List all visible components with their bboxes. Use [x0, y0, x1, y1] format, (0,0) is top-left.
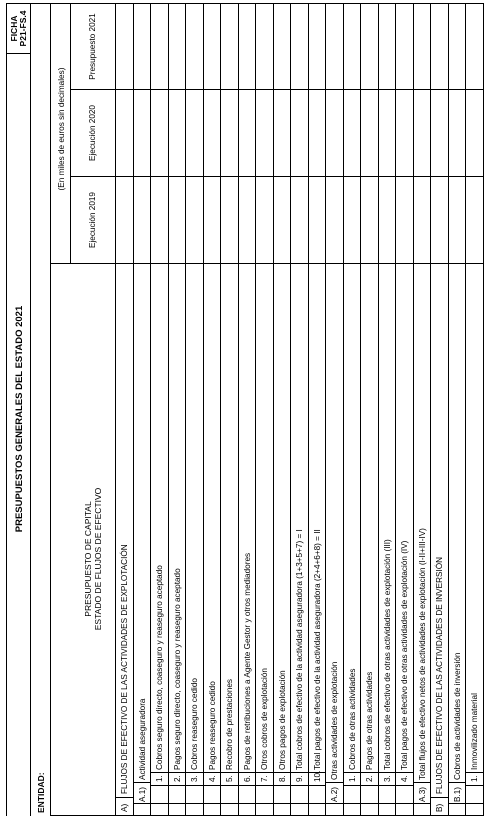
value-2021-cell[interactable] — [326, 4, 343, 89]
value-2021-cell[interactable] — [344, 4, 361, 89]
value-2020-cell[interactable] — [361, 90, 378, 176]
entidad-label: ENTIDAD: — [36, 772, 46, 813]
value-2019-cell[interactable] — [239, 177, 256, 263]
row-prefix: B.1) — [452, 786, 462, 802]
table-row — [379, 4, 397, 816]
value-2020-cell[interactable] — [221, 90, 238, 176]
row-label: Total pagos de efectivo de la actividad aseguradora (2+4+6+8) = II — [312, 529, 322, 770]
row-label: Pagos de retribuciones a Agente Gestor y otros mediadores — [242, 552, 252, 770]
value-2019-cell[interactable] — [379, 177, 396, 263]
row-prefix: B) — [435, 803, 444, 812]
row-prefix: 2. — [172, 775, 182, 782]
row-label: Cobros de actividades de inversión — [452, 652, 462, 780]
value-2021-cell[interactable] — [379, 4, 396, 89]
value-2019-cell[interactable] — [361, 177, 378, 263]
value-2020-cell[interactable] — [309, 90, 326, 176]
value-2021-cell[interactable] — [134, 4, 151, 89]
value-2019-cell[interactable] — [414, 177, 431, 263]
row-prefix: 3. — [190, 775, 199, 782]
col-header-2021: Presupuesto 2021 — [88, 13, 97, 80]
value-2021-cell[interactable] — [151, 4, 168, 89]
table-row — [151, 4, 169, 816]
value-2019-cell[interactable] — [186, 177, 203, 263]
value-2019-cell[interactable] — [431, 177, 448, 263]
value-2020-cell[interactable] — [239, 90, 256, 176]
row-prefix: 1. — [347, 775, 357, 782]
row-prefix: 3. — [382, 775, 392, 782]
value-2020-cell[interactable] — [344, 90, 361, 176]
value-2019-cell[interactable] — [204, 177, 221, 263]
row-label: Otras actividades de explotación — [330, 661, 339, 780]
ficha-code: P21-FS.4 — [18, 10, 28, 47]
row-prefix: 10. — [312, 770, 322, 782]
row-label: Cobros seguro directo, coaseguro y reaseguro aceptado — [155, 565, 164, 770]
row-label: Total pagos de efectivo de otras actividades de explotación (IV) — [400, 540, 409, 770]
table-row — [291, 4, 309, 816]
value-2020-cell[interactable] — [256, 90, 273, 176]
value-2021-cell[interactable] — [309, 4, 326, 89]
row-label: FLUJOS DE EFECTIVO DE LAS ACTIVIDADES DE INVERSIÓN — [435, 556, 444, 794]
table-row — [169, 4, 187, 816]
value-2019-cell[interactable] — [274, 177, 291, 263]
table-row — [344, 4, 362, 816]
value-2019-cell[interactable] — [256, 177, 273, 263]
table-row — [466, 4, 484, 816]
value-2020-cell[interactable] — [116, 90, 133, 176]
row-label: Otros pagos de explotación — [277, 670, 287, 770]
row-prefix: A) — [120, 803, 129, 812]
table-row — [449, 4, 467, 816]
value-2020-cell[interactable] — [414, 90, 431, 176]
value-2019-cell[interactable] — [344, 177, 361, 263]
row-prefix: 1. — [155, 775, 164, 782]
value-2021-cell[interactable] — [169, 4, 186, 89]
value-2019-cell[interactable] — [291, 177, 308, 263]
value-2021-cell[interactable] — [116, 4, 133, 89]
value-2021-cell[interactable] — [274, 4, 291, 89]
row-label: Cobros reaseguro cedido — [190, 678, 199, 770]
table-row — [274, 4, 292, 816]
value-2019-cell[interactable] — [396, 177, 413, 263]
row-prefix: 7. — [260, 775, 269, 782]
row-label: Cobros de otras actividades — [347, 668, 357, 770]
value-2020-cell[interactable] — [169, 90, 186, 176]
value-2019-cell[interactable] — [134, 177, 151, 263]
value-2021-cell[interactable] — [414, 4, 431, 89]
row-label: Pagos seguro directo, coaseguro y reaseguro aceptado — [172, 568, 182, 770]
col-header-2020: Ejecución 2020 — [88, 105, 97, 161]
row-label: Otros cobros de explotación — [260, 668, 269, 770]
subtitle-1: PRESUPUESTO DE CAPITAL — [83, 501, 93, 617]
value-2020-cell[interactable] — [466, 90, 483, 176]
units-note: (En miles de euros sin decimales) — [57, 67, 66, 191]
value-2019-cell[interactable] — [116, 177, 133, 263]
value-2021-cell[interactable] — [291, 4, 308, 89]
row-prefix: 5. — [225, 775, 234, 782]
row-label: Inmovilizado material — [470, 693, 479, 770]
table-row — [134, 4, 152, 816]
table-row — [186, 4, 204, 816]
row-prefix: 1. — [470, 775, 479, 782]
ficha-label: FICHA — [9, 15, 19, 42]
table-row — [239, 4, 257, 816]
value-2021-cell[interactable] — [256, 4, 273, 89]
value-2020-cell[interactable] — [291, 90, 308, 176]
row-label: Pagos reaseguro cedido — [207, 681, 217, 770]
row-prefix: A.2) — [330, 786, 339, 802]
value-2020-cell[interactable] — [204, 90, 221, 176]
table-row — [309, 4, 327, 816]
row-label: Pagos de otras actividades — [365, 671, 374, 770]
value-2019-cell[interactable] — [309, 177, 326, 263]
value-2020-cell[interactable] — [274, 90, 291, 176]
row-label: Total cobros de efectivo de la actividad aseguradora (1+3+5+7) = I — [295, 529, 304, 770]
value-2020-cell[interactable] — [186, 90, 203, 176]
value-2019-cell[interactable] — [169, 177, 186, 263]
value-2021-cell[interactable] — [466, 4, 483, 89]
table-row — [361, 4, 379, 816]
value-2020-cell[interactable] — [431, 90, 448, 176]
value-2021-cell[interactable] — [186, 4, 203, 89]
table-row — [116, 4, 134, 816]
row-label: Total cobros de efectivo de otras actividades de explotación (III) — [382, 539, 392, 770]
row-label: Total flujos de efectivo netos de actividades de explotación (I-II+III-IV) — [417, 528, 427, 780]
table-row — [431, 4, 449, 816]
row-prefix: A.3) — [417, 786, 427, 802]
value-2021-cell[interactable] — [361, 4, 378, 89]
value-2020-cell[interactable] — [134, 90, 151, 176]
value-2020-cell[interactable] — [396, 90, 413, 176]
table-row — [414, 4, 432, 816]
value-2021-cell[interactable] — [239, 4, 256, 89]
row-prefix: 4. — [400, 775, 409, 782]
row-prefix: A.1) — [137, 786, 147, 802]
value-2021-cell[interactable] — [449, 4, 466, 89]
row-label: FLUJOS DE EFECTIVO DE LAS ACTIVIDADES DE EXPLOTACIÓN — [120, 544, 129, 794]
value-2019-cell[interactable] — [326, 177, 343, 263]
row-prefix: 4. — [207, 775, 217, 782]
table-row — [204, 4, 222, 816]
value-2019-cell[interactable] — [449, 177, 466, 263]
value-2019-cell[interactable] — [466, 177, 483, 263]
row-prefix: 6. — [242, 775, 252, 782]
table-row — [256, 4, 274, 816]
value-2020-cell[interactable] — [449, 90, 466, 176]
row-prefix: 9. — [295, 775, 304, 782]
value-2021-cell[interactable] — [431, 4, 448, 89]
subtitle-2: ESTADO DE FLUJOS DE EFECTIVO — [93, 487, 103, 631]
row-prefix: 8. — [277, 775, 287, 782]
value-2020-cell[interactable] — [151, 90, 168, 176]
value-2020-cell[interactable] — [379, 90, 396, 176]
table-row — [326, 4, 344, 816]
value-2021-cell[interactable] — [221, 4, 238, 89]
value-2019-cell[interactable] — [221, 177, 238, 263]
table-row — [221, 4, 239, 816]
page-title: PRESUPUESTOS GENERALES DEL ESTADO 2021 — [14, 305, 25, 533]
value-2020-cell[interactable] — [326, 90, 343, 176]
table-row — [396, 4, 414, 816]
col-header-2019: Ejecución 2019 — [88, 192, 97, 248]
row-label: Recobro de prestaciones — [225, 678, 234, 770]
value-2021-cell[interactable] — [396, 4, 413, 89]
row-prefix: 2. — [365, 775, 374, 782]
row-label: Actividad aseguradora — [137, 698, 147, 780]
value-2021-cell[interactable] — [204, 4, 221, 89]
value-2019-cell[interactable] — [151, 177, 168, 263]
